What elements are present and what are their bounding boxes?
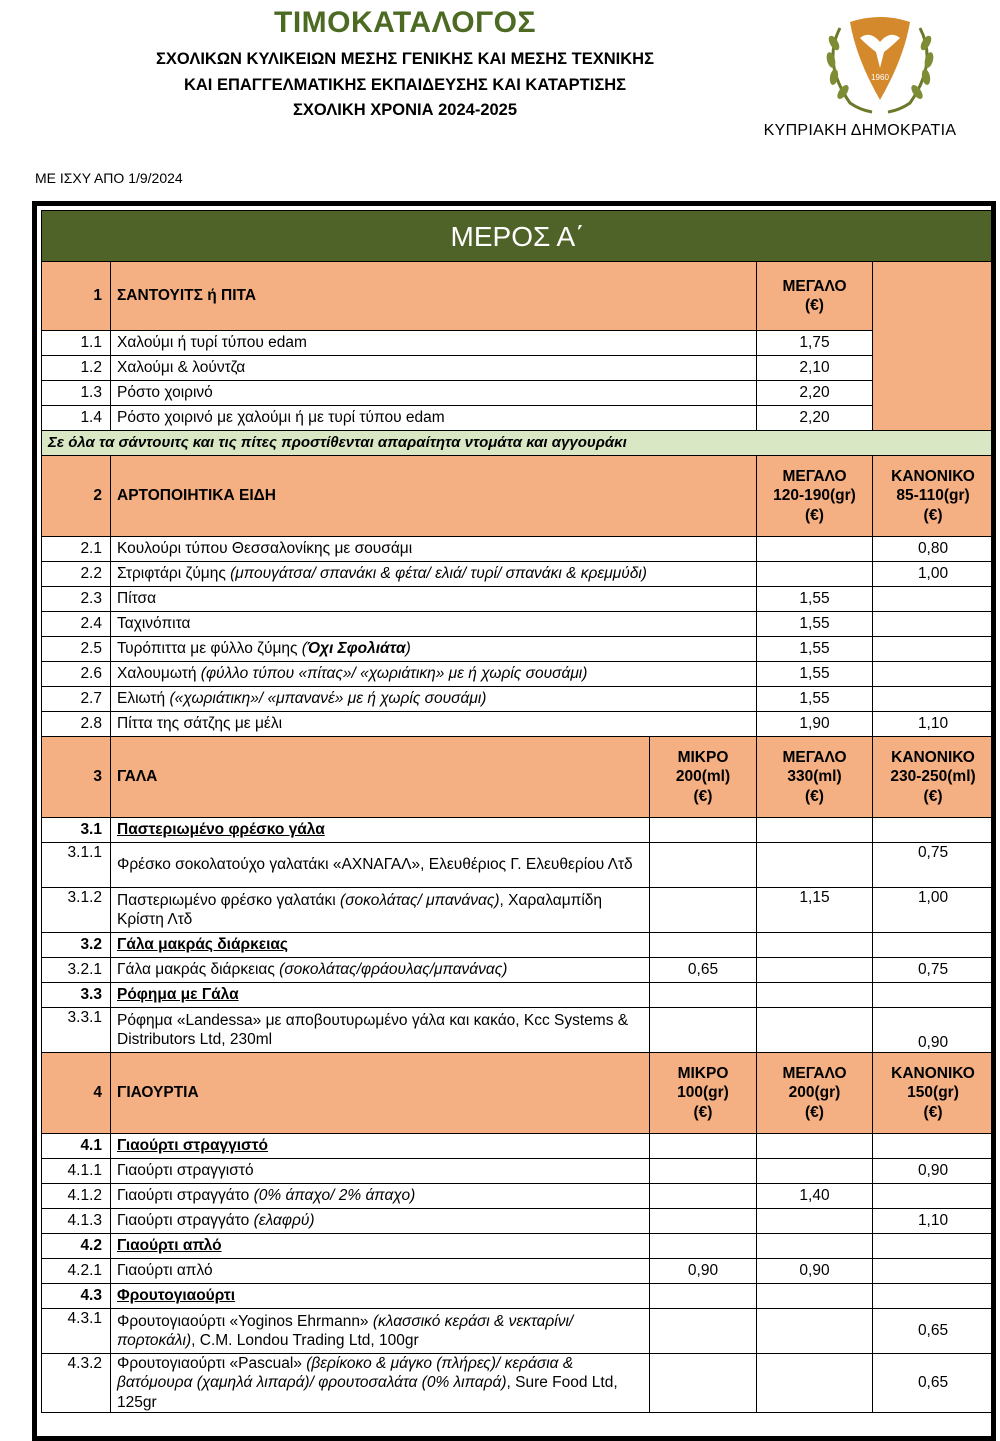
section-header-row xyxy=(42,262,994,331)
price-normal: 1,00 xyxy=(873,562,994,587)
item-code: 4.3.1 xyxy=(42,1309,111,1354)
part-title: ΜΕΡΟΣ Α΄ xyxy=(42,211,994,262)
table-row xyxy=(42,1259,994,1284)
price-large: 2,20 xyxy=(757,406,873,431)
section-header-row xyxy=(42,456,994,537)
price-large: 2,10 xyxy=(757,356,873,381)
item-code: 1.1 xyxy=(42,331,111,356)
price-normal xyxy=(873,587,994,612)
item-code: 2.5 xyxy=(42,637,111,662)
cyprus-emblem-icon xyxy=(800,8,960,118)
item-name: Φρουτογιαούρτι «Pascual» (βερίκοκο & μάγκο (πλήρες)/ κεράσια & βατόμουρα (χαμηλά λιπαρά)/ φρουτοσαλάτα (0% λιπαρά), Sure Food Ltd, 125gr xyxy=(111,1354,650,1413)
republic-label: ΚΥΠΡΙΑΚΗ ΔΗΜΟΚΡΑΤΙΑ xyxy=(763,122,957,139)
price-large: 1,55 xyxy=(757,637,873,662)
price-large: 1,55 xyxy=(757,662,873,687)
group-code: 4.1 xyxy=(42,1134,111,1159)
table-row xyxy=(42,843,994,888)
price-normal: 0,75 xyxy=(873,958,994,983)
item-code: 4.1.2 xyxy=(42,1184,111,1209)
note-row xyxy=(42,431,994,456)
item-name: Πίτσα xyxy=(111,587,757,612)
column-header-large: ΜΕΓΑΛΟ 120-190(gr) (€) xyxy=(757,456,873,537)
column-header-large: ΜΕΓΑΛΟ 330(ml) (€) xyxy=(757,737,873,818)
item-name: Χαλουμωτή (φύλλο τύπου «πίτας»/ «χωριάτικη» με ή χωρίς σουσάμι) xyxy=(111,662,757,687)
item-name: Χαλούμι & λούντζα xyxy=(111,356,757,381)
item-code: 2.3 xyxy=(42,587,111,612)
table-row xyxy=(42,637,994,662)
price-list-frame xyxy=(32,201,996,1441)
table-row xyxy=(42,1209,994,1234)
item-name: Ρόστο χοιρινό με χαλούμι ή με τυρί τύπου edam xyxy=(111,406,757,431)
table-row xyxy=(42,537,994,562)
price-large: 1,75 xyxy=(757,331,873,356)
item-code: 2.6 xyxy=(42,662,111,687)
item-name: Κουλούρι τύπου Θεσσαλονίκης με σουσάμι xyxy=(111,537,757,562)
item-code: 2.1 xyxy=(42,537,111,562)
item-name: Φρέσκο σοκολατούχο γαλατάκι «ΑΧΝΑΓΑΛ», Ελευθέριος Γ. Ελευθερίου Λτδ xyxy=(111,843,650,888)
section-title: ΑΡΤΟΠΟΙΗΤΙΚΑ ΕΙΔΗ xyxy=(111,456,757,537)
part-title-row xyxy=(42,211,994,262)
price-normal xyxy=(873,687,994,712)
table-row xyxy=(42,1309,994,1354)
table-row xyxy=(42,958,994,983)
price-large: 2,20 xyxy=(757,381,873,406)
price-normal: 0,90 xyxy=(873,1008,994,1053)
item-name: Χαλούμι ή τυρί τύπου edam xyxy=(111,331,757,356)
section-number: 4 xyxy=(42,1053,111,1134)
column-header-normal: ΚΑΝΟΝΙΚΟ 85-110(gr) (€) xyxy=(873,456,994,537)
item-code: 3.1.1 xyxy=(42,843,111,888)
table-row xyxy=(42,1354,994,1413)
price-large: 1,90 xyxy=(757,712,873,737)
item-code: 4.1.1 xyxy=(42,1159,111,1184)
section-title: ΓΙΑΟΥΡΤΙΑ xyxy=(111,1053,650,1134)
group-code: 3.2 xyxy=(42,933,111,958)
table-row xyxy=(42,562,994,587)
group-row xyxy=(42,1134,994,1159)
group-code: 4.2 xyxy=(42,1234,111,1259)
item-name: Γιαούρτι απλό xyxy=(111,1259,650,1284)
subtitle-school-year: ΣΧΟΛΙΚΗ ΧΡΟΝΙΑ 2024-2025 xyxy=(292,101,518,119)
group-title: Ρόφημα με Γάλα xyxy=(111,983,650,1008)
item-name: Τυρόπιττα με φύλλο ζύμης (Όχι Σφολιάτα) xyxy=(111,637,757,662)
price-large: 1,55 xyxy=(757,612,873,637)
sandwich-note: Σε όλα τα σάντουιτς και τις πίτες προστίθενται απαραίτητα ντομάτα και αγγουράκι xyxy=(42,431,994,456)
item-name: Στριφτάρι ζύμης (μπουγάτσα/ σπανάκι & φέτα/ ελιά/ τυρί/ σπανάκι & κρεμμύδι) xyxy=(111,562,757,587)
price-small: 0,65 xyxy=(650,958,757,983)
item-code: 4.3.2 xyxy=(42,1354,111,1413)
subtitle-line-2: ΚΑΙ ΕΠΑΓΓΕΛΜΑΤΙΚΗΣ ΕΚΠΑΙΔΕΥΣΗΣ ΚΑΙ ΚΑΤΑΡΤΙΣΗΣ xyxy=(183,76,627,94)
price-large xyxy=(757,537,873,562)
table-row xyxy=(42,406,994,431)
column-header-large: ΜΕΓΑΛΟ (€) xyxy=(757,262,873,331)
item-name: Γιαούρτι στραγγιστό xyxy=(111,1159,650,1184)
price-large: 1,40 xyxy=(757,1184,873,1209)
group-title: Γάλα μακράς διάρκειας xyxy=(111,933,650,958)
price-large: 0,90 xyxy=(757,1259,873,1284)
price-normal: 0,80 xyxy=(873,537,994,562)
group-row xyxy=(42,818,994,843)
item-name: Γιαούρτι στραγγάτο (ελαφρύ) xyxy=(111,1209,650,1234)
column-header-small: ΜΙΚΡΟ 200(ml) (€) xyxy=(650,737,757,818)
column-header-small: ΜΙΚΡΟ 100(gr) (€) xyxy=(650,1053,757,1134)
price-normal: 0,65 xyxy=(873,1309,994,1354)
group-row xyxy=(42,983,994,1008)
price-normal: 1,00 xyxy=(873,888,994,933)
section-number: 2 xyxy=(42,456,111,537)
table-row xyxy=(42,356,994,381)
price-large: 1,55 xyxy=(757,587,873,612)
table-row xyxy=(42,1184,994,1209)
price-table xyxy=(41,210,994,1413)
table-row xyxy=(42,662,994,687)
price-large xyxy=(757,562,873,587)
item-name: Πίττα της σάτζης με μέλι xyxy=(111,712,757,737)
table-row xyxy=(42,1008,994,1053)
price-normal xyxy=(873,612,994,637)
table-row xyxy=(42,687,994,712)
table-row xyxy=(42,888,994,933)
price-normal: 1,10 xyxy=(873,712,994,737)
item-name: Φρουτογιαούρτι «Yoginos Ehrmann» (κλασσικό κεράσι & νεκταρίνι/ πορτοκάλι), C.M. Londou Trading Ltd, 100gr xyxy=(111,1309,650,1354)
empty-header-cell xyxy=(873,262,994,431)
group-row xyxy=(42,1284,994,1309)
group-code: 3.1 xyxy=(42,818,111,843)
table-row xyxy=(42,331,994,356)
item-name: Γιαούρτι στραγγάτο (0% άπαχο/ 2% άπαχο) xyxy=(111,1184,650,1209)
group-row xyxy=(42,1234,994,1259)
price-normal: 0,65 xyxy=(873,1354,994,1413)
column-header-normal: ΚΑΝΟΝΙΚΟ 150(gr) (€) xyxy=(873,1053,994,1134)
column-header-normal: ΚΑΝΟΝΙΚΟ 230-250(ml) (€) xyxy=(873,737,994,818)
validity-date: ΜΕ ΙΣΧΥ ΑΠΟ 1/9/2024 xyxy=(35,170,183,186)
item-name: Παστεριωμένο φρέσκο γαλατάκι (σοκολάτας/ μπανάνας), Χαραλαμπίδη Κρίστη Λτδ xyxy=(111,888,650,933)
table-row xyxy=(42,612,994,637)
section-number: 3 xyxy=(42,737,111,818)
group-title: Γιαούρτι στραγγιστό xyxy=(111,1134,650,1159)
item-code: 3.1.2 xyxy=(42,888,111,933)
svg-text:1960: 1960 xyxy=(871,73,889,82)
item-code: 2.4 xyxy=(42,612,111,637)
table-row xyxy=(42,1159,994,1184)
section-title: ΓΑΛΑ xyxy=(111,737,650,818)
group-title: Γιαούρτι απλό xyxy=(111,1234,650,1259)
price-normal xyxy=(873,637,994,662)
item-code: 2.2 xyxy=(42,562,111,587)
group-title: Φρουτογιαούρτι xyxy=(111,1284,650,1309)
section-title: ΣΑΝΤΟΥΙΤΣ ή ΠΙΤΑ xyxy=(111,262,757,331)
subtitle-line-1: ΣΧΟΛΙΚΩΝ ΚΥΛΙΚΕΙΩΝ ΜΕΣΗΣ ΓΕΝΙΚΗΣ ΚΑΙ ΜΕΣΗΣ ΤΕΧΝΙΚΗΣ xyxy=(156,50,654,68)
price-normal: 0,90 xyxy=(873,1159,994,1184)
price-small: 0,90 xyxy=(650,1259,757,1284)
item-name: Ρόφημα «Landessa» με αποβουτυρωμένο γάλα και κακάο, Kcc Systems & Distributors Ltd, 230ml xyxy=(111,1008,650,1053)
item-code: 3.2.1 xyxy=(42,958,111,983)
price-large: 1,15 xyxy=(757,888,873,933)
column-header-large: ΜΕΓΑΛΟ 200(gr) (€) xyxy=(757,1053,873,1134)
item-name: Γάλα μακράς διάρκειας (σοκολάτας/φράουλας/μπανάνας) xyxy=(111,958,650,983)
section-header-row xyxy=(42,737,994,818)
table-row xyxy=(42,712,994,737)
item-name: Ελιωτή («χωριάτικη»/ «μπανανέ» με ή χωρίς σουσάμι) xyxy=(111,687,757,712)
group-title: Παστεριωμένο φρέσκο γάλα xyxy=(111,818,650,843)
price-normal: 0,75 xyxy=(873,843,994,888)
item-name: Ρόστο χοιρινό xyxy=(111,381,757,406)
group-code: 3.3 xyxy=(42,983,111,1008)
group-row xyxy=(42,933,994,958)
section-number: 1 xyxy=(42,262,111,331)
table-row xyxy=(42,381,994,406)
item-code: 4.1.3 xyxy=(42,1209,111,1234)
item-code: 3.3.1 xyxy=(42,1008,111,1053)
item-code: 1.3 xyxy=(42,381,111,406)
section-header-row xyxy=(42,1053,994,1134)
price-large: 1,55 xyxy=(757,687,873,712)
item-code: 2.7 xyxy=(42,687,111,712)
document-header xyxy=(0,0,1000,140)
item-code: 1.4 xyxy=(42,406,111,431)
table-row xyxy=(42,587,994,612)
item-name: Ταχινόπιτα xyxy=(111,612,757,637)
item-code: 4.2.1 xyxy=(42,1259,111,1284)
item-code: 1.2 xyxy=(42,356,111,381)
page-title: ΤΙΜΟΚΑΤΑΛΟΓΟΣ xyxy=(274,6,536,39)
group-code: 4.3 xyxy=(42,1284,111,1309)
price-normal xyxy=(873,662,994,687)
price-normal: 1,10 xyxy=(873,1209,994,1234)
item-code: 2.8 xyxy=(42,712,111,737)
